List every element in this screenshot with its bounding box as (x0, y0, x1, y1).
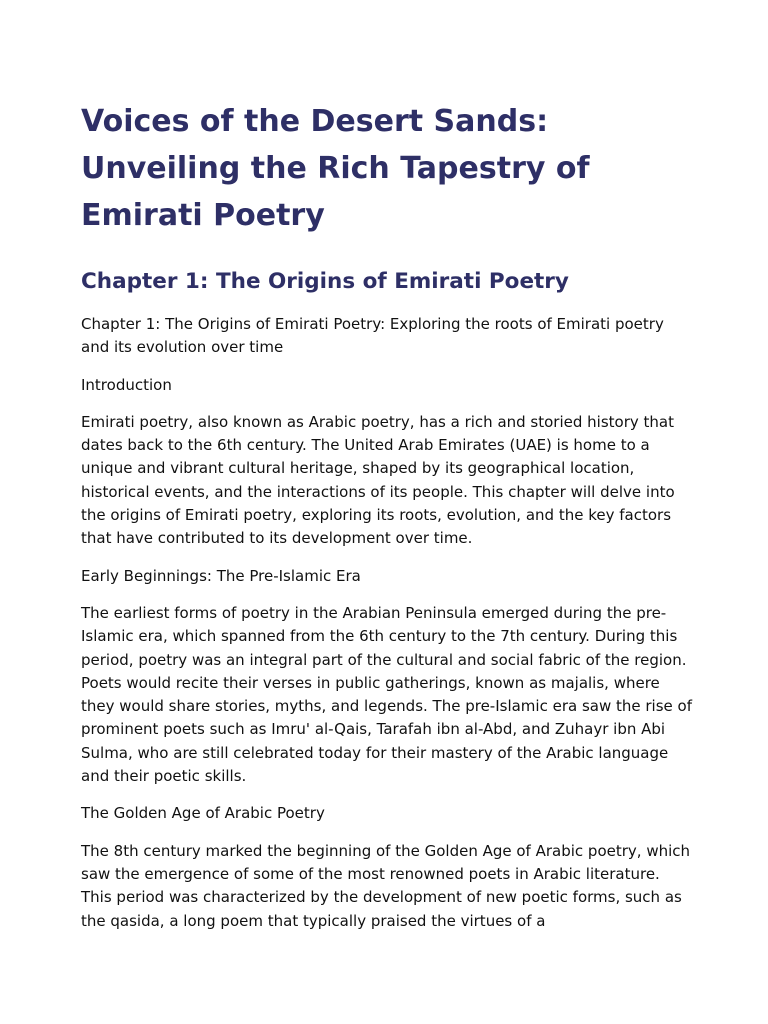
document-page (81, 98, 693, 933)
chapter-subtitle-paragraph: Chapter 1: The Origins of Emirati Poetry: Exploring the roots of Emirati poetry and its evolution over time (81, 315, 664, 357)
section-heading-introduction: Introduction (81, 375, 172, 394)
body-paragraph: The 8th century marked the beginning of the Golden Age of Arabic poetry, which saw the emergence of some of the most renowned poets in Arabic literature. This period was characterized by the development of new poetic forms, such as the qasida, a long poem that typically praised the virtues of a (81, 841, 691, 930)
document-title: Voices of the Desert Sands: Unveiling the Rich Tapestry of Emirati Poetry (81, 104, 590, 233)
body-paragraph: The earliest forms of poetry in the Arabian Peninsula emerged during the pre-Islamic era, which spanned from the 6th century to the 7th century. During this period, poetry was an integral part of the cultural and social fabric of the region. Poets would recite their verses in public gatherings, known as majalis, where they would share stories, myths, and legends. The pre-Islamic era saw the rise of prominent poets such as Imru' al-Qais, Tarafah ibn al-Abd, and Zuhayr ibn Abi Sulma, who are still celebrated today for their mastery of the Arabic language and their poetic skills. (81, 603, 692, 786)
section-heading-pre-islamic: Early Beginnings: The Pre-Islamic Era (81, 566, 361, 585)
body-paragraph: Emirati poetry, also known as Arabic poetry, has a rich and storied history that dates back to the 6th century. The United Arab Emirates (UAE) is home to a unique and vibrant cultural heritage, shaped by its geographical location, historical events, and the interactions of its people. This chapter will delve into the origins of Emirati poetry, exploring its roots, evolution, and the key factors that have contributed to its development over time. (81, 412, 675, 548)
chapter-heading: Chapter 1: The Origins of Emirati Poetry (81, 269, 569, 294)
section-heading-golden-age: The Golden Age of Arabic Poetry (81, 804, 325, 823)
